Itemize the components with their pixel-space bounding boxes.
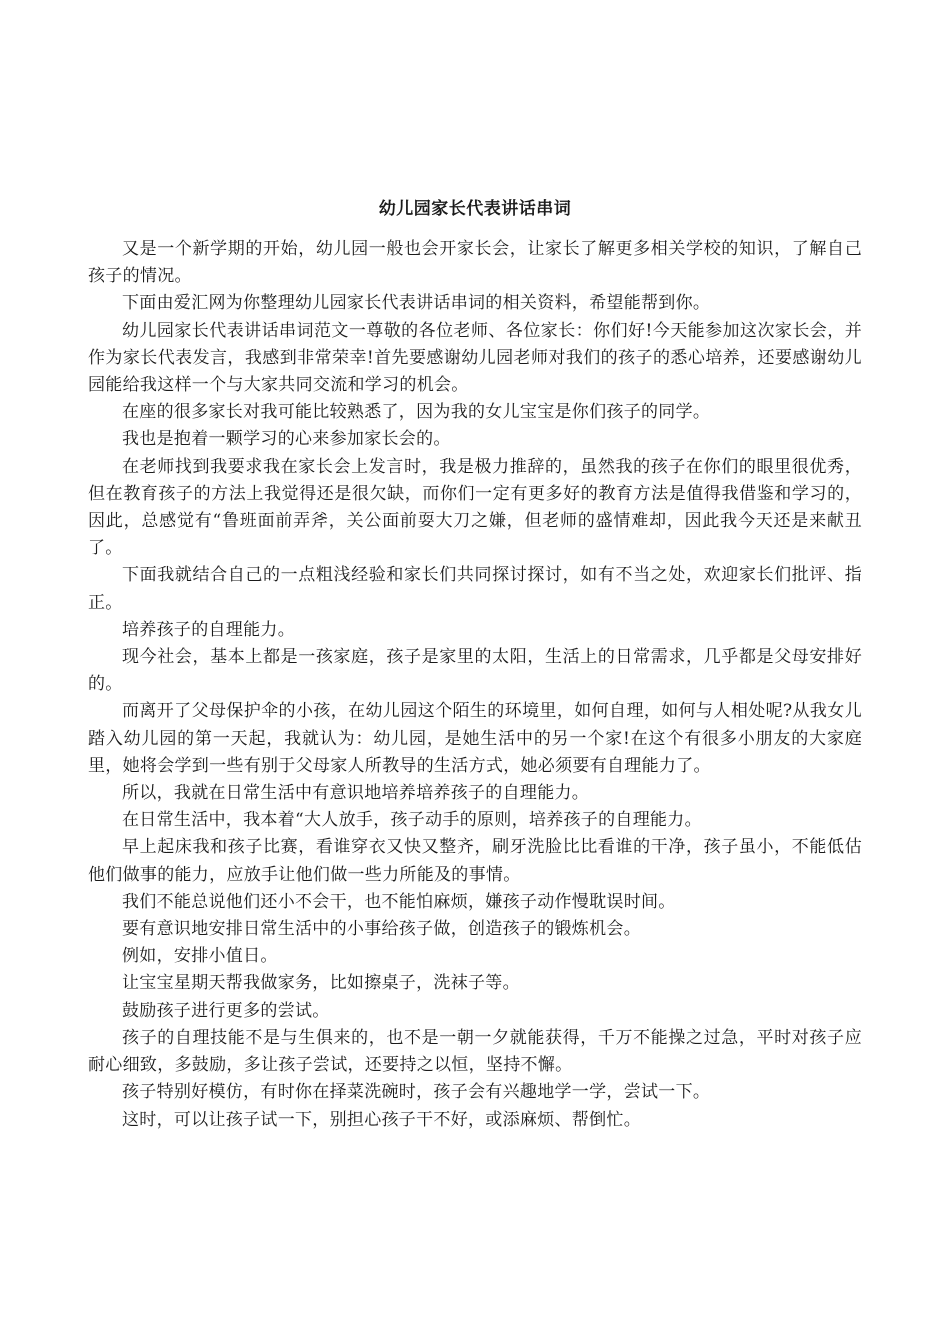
document-page [88,196,862,1134]
paragraph: 又是一个新学期的开始，幼儿园一般也会开家长会，让家长了解更多相关学校的知识，了解自己孩子的情况。 [88,239,862,287]
paragraph: 孩子特别好模仿，有时你在择菜洗碗时，孩子会有兴趣地学一学，尝试一下。 [122,1082,711,1103]
paragraph: 在日常生活中，我本着“大人放手，孩子动手的原则，培养孩子的自理能力。 [122,810,702,831]
paragraph: 在座的很多家长对我可能比较熟悉了，因为我的女儿宝宝是你们孩子的同学。 [122,402,711,423]
paragraph: 所以，我就在日常生活中有意识地培养培养孩子的自理能力。 [122,783,590,804]
paragraph: 而离开了父母保护伞的小孩，在幼儿园这个陌生的环境里，如何自理，如何与人相处呢?从我女儿踏入幼儿园的第一天起，我就认为：幼儿园，是她生活中的另一个家!在这个有很多小朋友的大家庭里，她将会学到一些有别于父母家人所教导的生活方式，她必须要有自理能力了。 [88,701,862,776]
paragraph: 这时，可以让孩子试一下，别担心孩子干不好，或添麻烦、帮倒忙。 [122,1109,641,1130]
paragraph: 我也是抱着一颗学习的心来参加家长会的。 [122,429,451,450]
document-title: 幼儿园家长代表讲话串词 [378,199,572,219]
paragraph: 例如，安排小值日。 [122,946,278,967]
paragraph: 我们不能总说他们还小不会干，也不能怕麻烦，嫌孩子动作慢耽误时间。 [122,891,676,912]
paragraph: 孩子的自理技能不是与生俱来的，也不是一朝一夕就能获得，千万不能操之过急，平时对孩子应耐心细致，多鼓励，多让孩子尝试，还要持之以恒，坚持不懈。 [88,1027,862,1076]
paragraph: 现今社会，基本上都是一孩家庭，孩子是家里的太阳，生活上的日常需求，几乎都是父母安排好的。 [88,647,862,695]
paragraph: 下面由爱汇网为你整理幼儿园家长代表讲话串词的相关资料，希望能帮到你。 [122,293,711,314]
paragraph: 在老师找到我要求我在家长会上发言时，我是极力推辞的，虽然我的孩子在你们的眼里很优秀，但在教育孩子的方法上我觉得还是很欠缺，而你们一定有更多好的教育方法是值得我借鉴和学习的，因此，总感觉有“鲁班面前弄斧，关公面前耍大刀之嫌，但老师的盛情难却，因此我今天还是来献丑了。 [88,456,862,559]
section-heading: 鼓励孩子进行更多的尝试。 [122,1000,330,1021]
paragraph: 要有意识地安排日常生活中的小事给孩子做，创造孩子的锻炼机会。 [122,919,641,940]
paragraph: 早上起床我和孩子比赛，看谁穿衣又快又整齐，刷牙洗脸比比看谁的干净，孩子虽小，不能低估他们做事的能力，应放手让他们做一些力所能及的事情。 [88,837,862,885]
paragraph: 幼儿园家长代表讲话串词范文一尊敬的各位老师、各位家长：你们好!今天能参加这次家长会，并作为家长代表发言，我感到非常荣幸!首先要感谢幼儿园老师对我们的孩子的悉心培养，还要感谢幼儿园能给我这样一个与大家共同交流和学习的机会。 [88,320,862,396]
paragraph: 让宝宝星期天帮我做家务，比如擦桌子，洗袜子等。 [122,973,520,994]
section-heading: 培养孩子的自理能力。 [122,619,295,640]
paragraph: 下面我就结合自己的一点粗浅经验和家长们共同探讨探讨，如有不当之处，欢迎家长们批评、指正。 [88,565,862,613]
document-body [88,236,862,1134]
